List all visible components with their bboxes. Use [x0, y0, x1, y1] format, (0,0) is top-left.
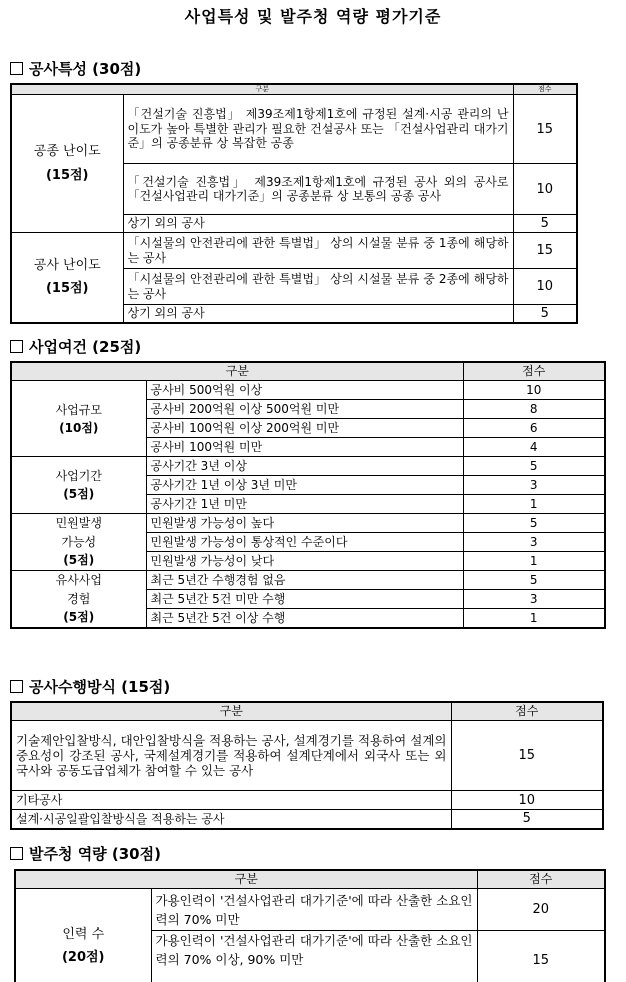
group-points: (5점)	[63, 487, 95, 501]
criteria-description: 공사비 100억원 이상 200억원 미만	[146, 419, 463, 438]
section-heading-label: 사업여건 (25점)	[29, 338, 142, 356]
column-header-category: 구분	[15, 870, 477, 889]
criteria-score: 4	[463, 438, 605, 457]
client-capability-table	[14, 869, 606, 982]
criteria-score: 15	[451, 721, 603, 791]
group-points: (5점)	[63, 553, 95, 568]
group-cell	[11, 571, 146, 629]
criteria-description: 기타공사	[11, 791, 451, 810]
column-header-score: 점수	[451, 702, 603, 721]
table-row	[11, 381, 605, 400]
column-header-score: 점수	[477, 870, 605, 889]
column-header-category: 구분	[11, 84, 513, 95]
criteria-description: 「건설기술 진흥법」 제39조제1항제1호에 규정된 공사 외의 공사로 「건설사업관리 대가기준」의 공종분류 상 보통의 공종 공사	[123, 164, 513, 215]
group-points: (15점)	[45, 281, 89, 297]
criteria-score: 8	[463, 400, 605, 419]
checkbox-icon	[10, 680, 23, 693]
group-name: 민원발생 가능성	[55, 516, 102, 549]
checkbox-icon	[10, 62, 23, 75]
group-name: 인력 수	[62, 926, 105, 942]
column-header-score: 점수	[513, 84, 577, 95]
column-header-category: 구분	[11, 362, 463, 381]
criteria-description: 공사기간 1년 이상 3년 미만	[146, 476, 463, 495]
section-heading-client-capability	[10, 843, 161, 864]
criteria-score: 3	[463, 590, 605, 609]
criteria-score: 3	[463, 476, 605, 495]
criteria-description: 최근 5년간 5건 이상 수행	[146, 609, 463, 629]
criteria-description: 최근 5년간 5건 미만 수행	[146, 590, 463, 609]
criteria-score: 1	[463, 609, 605, 629]
group-cell	[11, 95, 123, 233]
criteria-score: 20	[477, 889, 605, 931]
table-row	[11, 457, 605, 476]
criteria-description: 상기 외의 공사	[123, 215, 513, 233]
group-cell	[11, 457, 146, 514]
group-points: (15점)	[45, 167, 89, 183]
criteria-description: 가용인력이 '건설사업관리 대가기준'에 따라 산출한 소요인력의 70% 미만	[151, 889, 477, 931]
table-row	[11, 810, 603, 829]
criteria-score: 6	[463, 419, 605, 438]
criteria-description: 「시설물의 안전관리에 관한 특별법」 상의 시설물 분류 중 2종에 해당하는 공사	[123, 269, 513, 305]
group-cell	[15, 889, 151, 982]
criteria-description: 공사비 100억원 미만	[146, 438, 463, 457]
construction-characteristics-table	[10, 83, 578, 324]
criteria-score: 5	[513, 305, 577, 323]
criteria-description: 「건설기술 진흥법」 제39조제1항제1호에 규정된 설계·시공 관리의 난이도가 높아 특별한 관리가 필요한 건설공사 또는 「건설사업관리 대가기준」의 공종분류 상 복잡한 공종	[123, 95, 513, 164]
criteria-description: 기술제안입찰방식, 대안입찰방식을 적용하는 공사, 설계경기를 적용하여 설계의 중요성이 강조된 공사, 국제설계경기를 적용하여 설계단계에서 외국사 또는 외국사와 공동도급업체가 참여할 수 있는 공사	[11, 721, 451, 791]
table-row	[11, 721, 603, 791]
criteria-description: 최근 5년간 수행경험 없음	[146, 571, 463, 590]
group-name: 공종 난이도	[33, 144, 101, 160]
group-name: 공사 난이도	[33, 257, 101, 273]
criteria-score: 10	[513, 269, 577, 305]
group-points: (10점)	[59, 420, 99, 435]
table-row	[11, 514, 605, 533]
criteria-score: 15	[513, 233, 577, 269]
group-name: 사업규모	[55, 402, 102, 417]
section-heading-construction-method	[10, 676, 170, 697]
section-heading-construction-characteristics	[10, 58, 141, 79]
business-conditions-table	[10, 361, 606, 629]
criteria-score: 1	[463, 495, 605, 514]
criteria-description: 공사비 200억원 이상 500억원 미만	[146, 400, 463, 419]
criteria-score: 1	[463, 552, 605, 571]
section-heading-label: 공사특성 (30점)	[29, 60, 142, 78]
checkbox-icon	[10, 340, 23, 353]
criteria-score: 3	[463, 533, 605, 552]
group-name: 유사사업 경험	[55, 573, 102, 606]
criteria-description: 민원발생 가능성이 높다	[146, 514, 463, 533]
checkbox-icon	[10, 847, 23, 860]
criteria-description: 가용인력이 '건설사업관리 대가기준'에 따라 산출한 소요인력의 70% 이상, 90% 미만	[151, 931, 477, 982]
section-heading-business-conditions	[10, 336, 141, 357]
criteria-description: 공사기간 1년 미만	[146, 495, 463, 514]
criteria-description: 공사기간 3년 이상	[146, 457, 463, 476]
table-row	[11, 233, 577, 269]
criteria-score: 5	[463, 514, 605, 533]
criteria-score: 10	[451, 791, 603, 810]
group-cell	[11, 514, 146, 571]
column-header-score: 점수	[463, 362, 605, 381]
group-points: (5점)	[63, 610, 95, 625]
criteria-score: 5	[463, 571, 605, 590]
group-cell	[11, 233, 123, 323]
criteria-description: 민원발생 가능성이 통상적인 수준이다	[146, 533, 463, 552]
page-title: 사업특성 및 발주청 역량 평가기준	[184, 7, 442, 26]
table-row	[11, 791, 603, 810]
criteria-score: 10	[463, 381, 605, 400]
criteria-score: 5	[463, 457, 605, 476]
group-points: (20점)	[61, 950, 105, 966]
criteria-score: 10	[513, 164, 577, 215]
table-row	[11, 95, 577, 164]
criteria-description: 공사비 500억원 이상	[146, 381, 463, 400]
criteria-score: 15	[513, 95, 577, 164]
construction-method-table	[10, 701, 604, 830]
criteria-description: 민원발생 가능성이 낮다	[146, 552, 463, 571]
table-row	[11, 571, 605, 590]
table-row	[15, 889, 605, 931]
criteria-description: 「시설물의 안전관리에 관한 특별법」 상의 시설물 분류 중 1종에 해당하는 공사	[123, 233, 513, 269]
column-header-category: 구분	[11, 702, 451, 721]
group-name: 사업기간	[55, 469, 102, 483]
criteria-score: 5	[513, 215, 577, 233]
section-heading-label: 발주청 역량 (30점)	[29, 845, 161, 863]
criteria-score: 15	[477, 931, 605, 982]
criteria-score: 5	[451, 810, 603, 829]
section-heading-label: 공사수행방식 (15점)	[29, 678, 171, 696]
criteria-description: 상기 외의 공사	[123, 305, 513, 323]
criteria-description: 설계·시공일괄입찰방식을 적용하는 공사	[11, 810, 451, 829]
group-cell	[11, 381, 146, 457]
